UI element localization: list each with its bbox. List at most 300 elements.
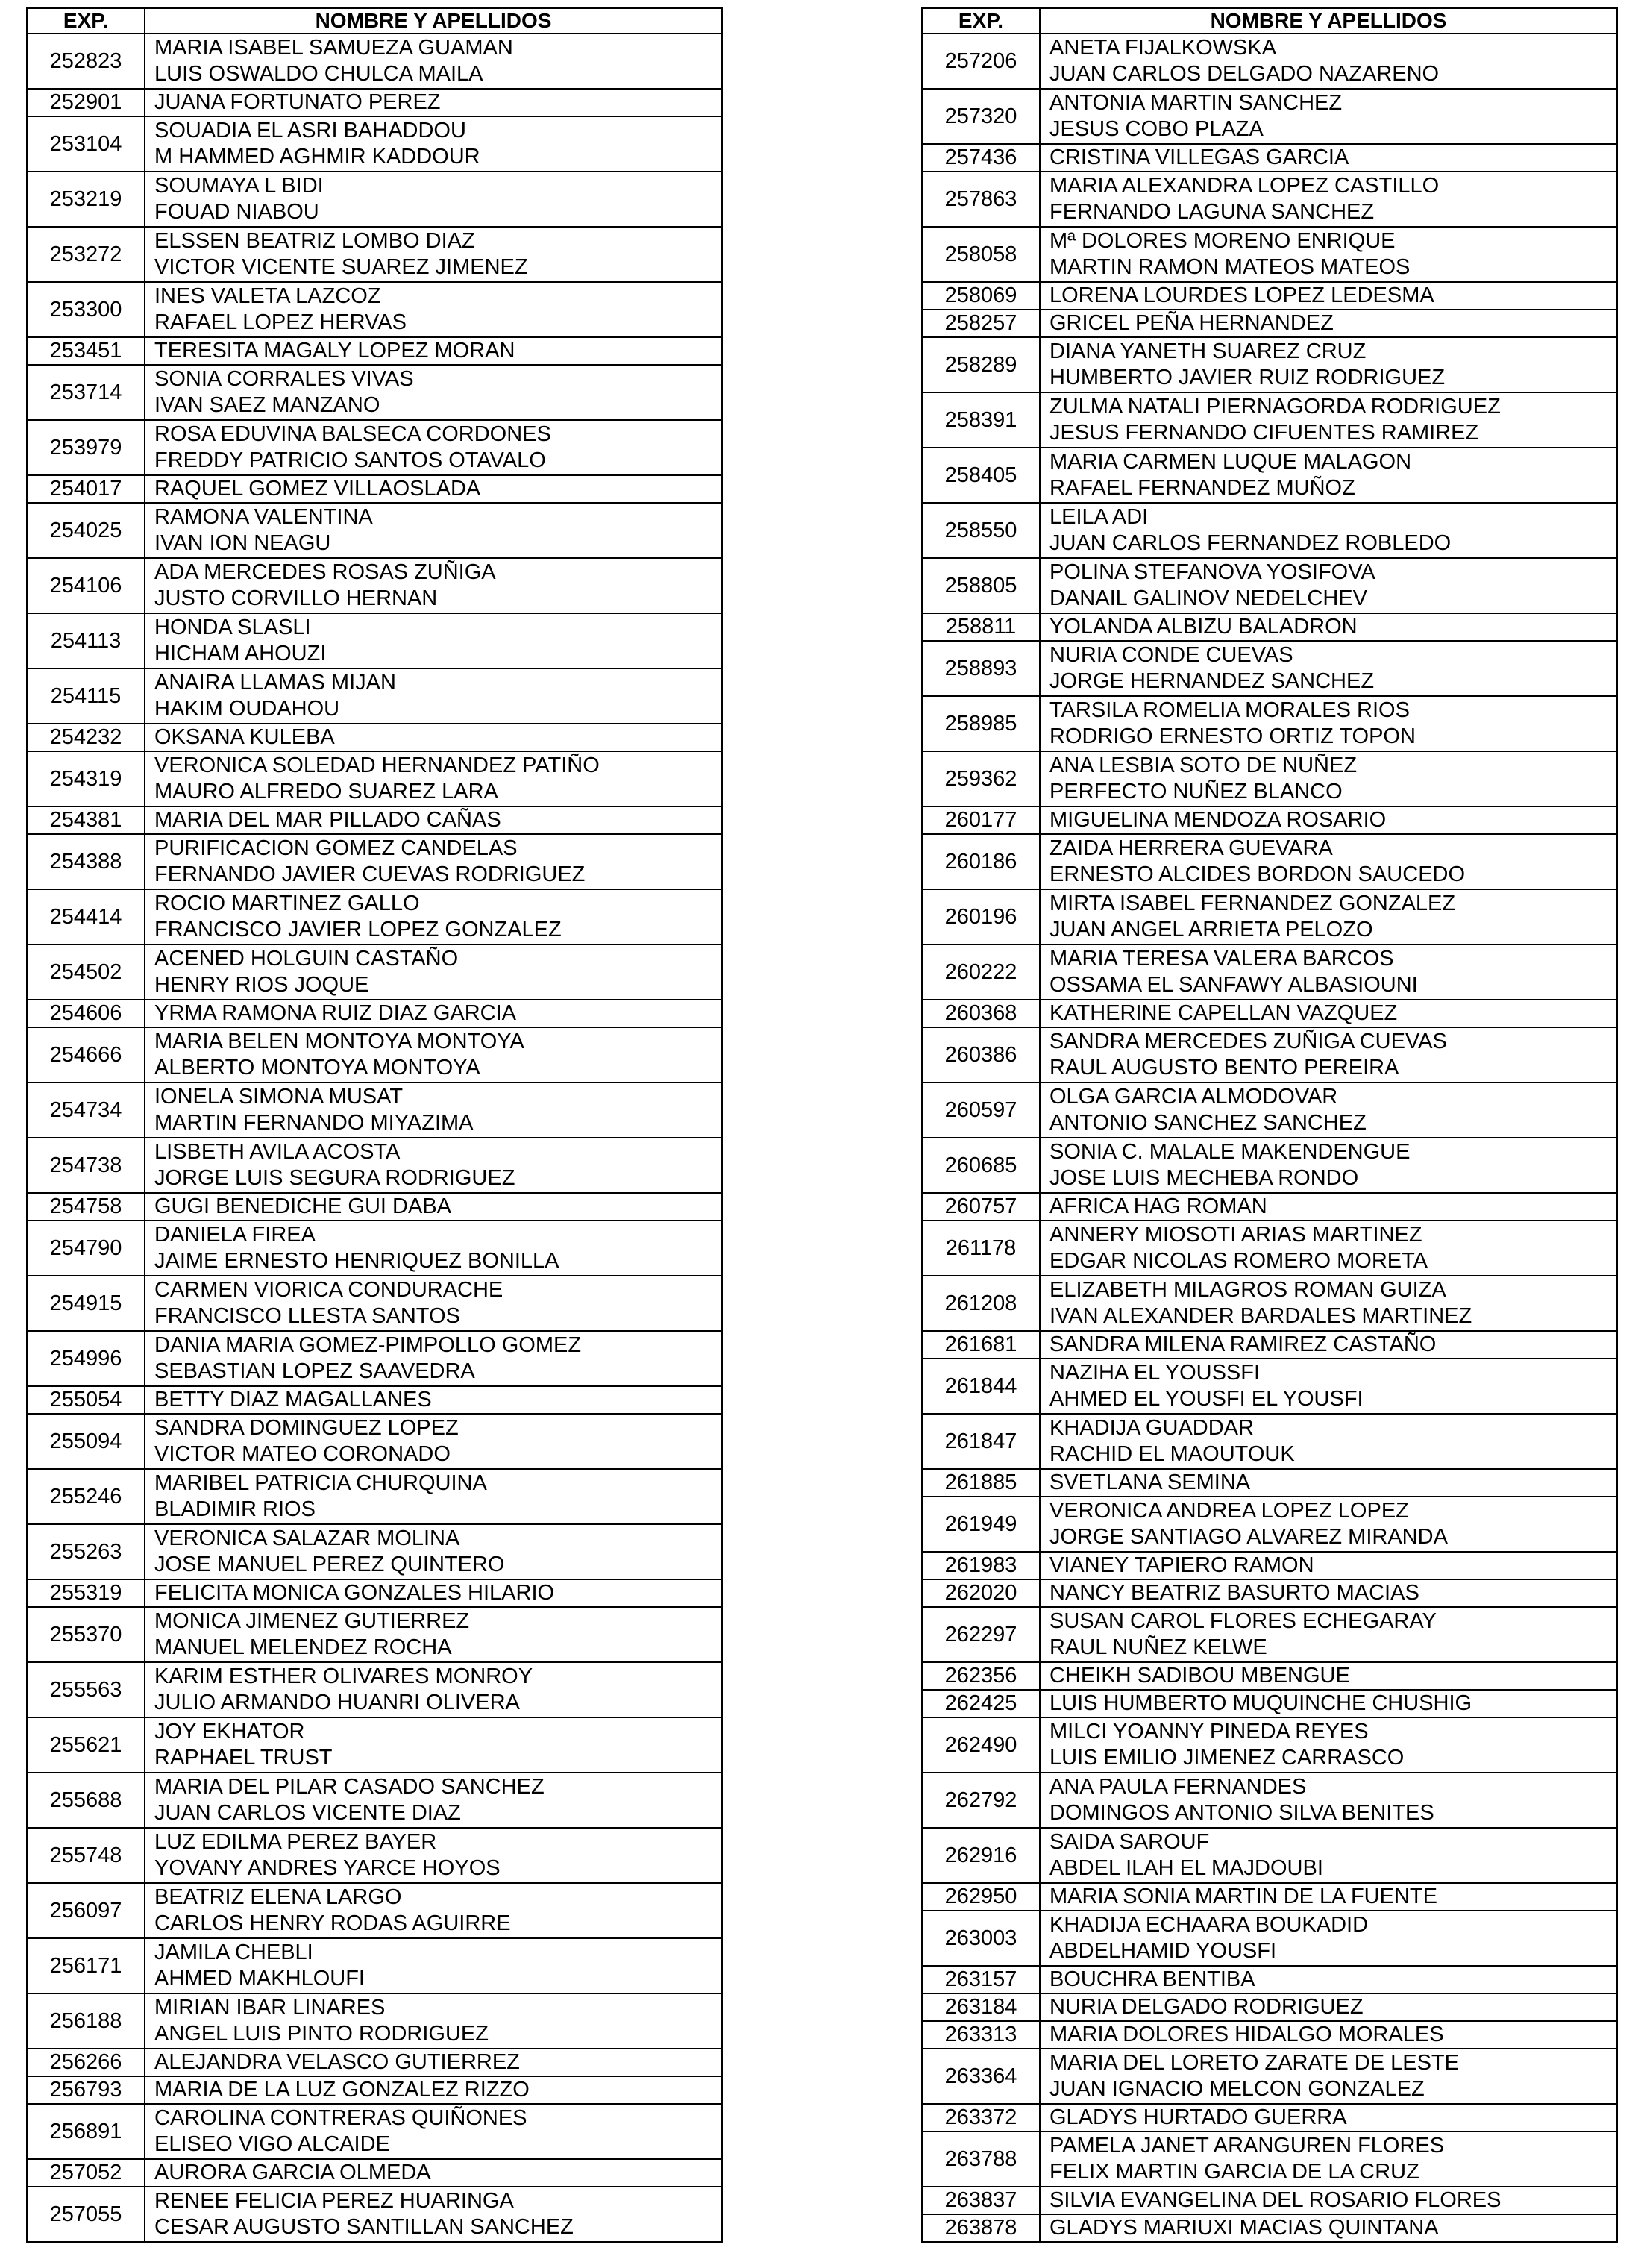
person-name: FERNANDO JAVIER CUEVAS RODRIGUEZ [154, 862, 586, 886]
table-row [27, 806, 722, 834]
exp-number: 255246 [27, 1469, 145, 1524]
table-row [27, 1276, 722, 1331]
exp-number: 254115 [27, 668, 145, 724]
name-cell [145, 1607, 722, 1662]
table-row [27, 1221, 722, 1276]
table-row [27, 503, 722, 558]
table-row [922, 1221, 1617, 1276]
person-name: M HAMMED AGHMIR KADDOUR [154, 145, 480, 169]
name-cell [145, 1414, 722, 1469]
person-name: Mª DOLORES MORENO ENRIQUE [1049, 229, 1396, 253]
name-cell [145, 945, 722, 1000]
name-cell [145, 1027, 722, 1083]
person-name: VICTOR VICENTE SUAREZ JIMENEZ [154, 255, 528, 279]
table-row [922, 503, 1617, 558]
person-name: BOUCHRA BENTIBA [1049, 1967, 1255, 1991]
name-cell [1040, 144, 1617, 172]
name-cell [145, 1938, 722, 1993]
exp-number: 260597 [922, 1083, 1040, 1138]
exp-number: 256097 [27, 1883, 145, 1938]
person-name: RAFAEL FERNANDEZ MUÑOZ [1049, 476, 1355, 500]
person-name: SOUADIA EL ASRI BAHADDOU [154, 119, 466, 142]
person-name: JUAN IGNACIO MELCON GONZALEZ [1049, 2077, 1425, 2101]
table-row [922, 1883, 1617, 1911]
exp-number: 254915 [27, 1276, 145, 1331]
table-row [922, 641, 1617, 696]
person-name: ZAIDA HERRERA GUEVARA [1049, 836, 1333, 860]
person-name: JORGE HERNANDEZ SANCHEZ [1049, 669, 1375, 693]
person-name: FERNANDO LAGUNA SANCHEZ [1049, 200, 1375, 224]
exp-number: 261178 [922, 1221, 1040, 1276]
table-row [922, 1828, 1617, 1883]
table-row [27, 1193, 722, 1221]
person-name: MARIA DOLORES HIDALGO MORALES [1049, 2023, 1444, 2046]
name-cell [1040, 1276, 1617, 1331]
exp-number: 256891 [27, 2104, 145, 2159]
registry-table-right [921, 7, 1618, 2243]
exp-number: 254996 [27, 1331, 145, 1386]
person-name: JUAN CARLOS VICENTE DIAZ [154, 1801, 461, 1825]
person-name: FRANCISCO JAVIER LOPEZ GONZALEZ [154, 918, 562, 942]
person-name: ANETA FIJALKOWSKA [1049, 36, 1277, 60]
table-row [27, 889, 722, 945]
table-row [922, 1497, 1617, 1552]
exp-number: 253219 [27, 172, 145, 227]
table-row [27, 172, 722, 227]
name-cell [1040, 613, 1617, 641]
table-row [27, 2076, 722, 2104]
person-name: ACENED HOLGUIN CASTAÑO [154, 947, 459, 971]
name-cell [1040, 1193, 1617, 1221]
person-name: TARSILA ROMELIA MORALES RIOS [1049, 698, 1410, 722]
table-row [922, 834, 1617, 889]
person-name: SEBASTIAN LOPEZ SAAVEDRA [154, 1359, 475, 1383]
person-name: SANDRA DOMINGUEZ LOPEZ [154, 1416, 459, 1440]
person-name: ADA MERCEDES ROSAS ZUÑIGA [154, 560, 496, 584]
exp-number: 254017 [27, 475, 145, 503]
name-cell [145, 724, 722, 751]
person-name: MARIA ALEXANDRA LOPEZ CASTILLO [1049, 174, 1440, 198]
exp-number: 256266 [27, 2049, 145, 2076]
person-name: JAMILA CHEBLI [154, 1940, 313, 1964]
person-name: JUAN ANGEL ARRIETA PELOZO [1049, 918, 1373, 942]
person-name: SONIA CORRALES VIVAS [154, 367, 414, 391]
exp-number: 263003 [922, 1911, 1040, 1966]
table-row [922, 2021, 1617, 2049]
table-row [27, 337, 722, 365]
name-cell [1040, 2131, 1617, 2187]
person-name: YOVANY ANDRES YARCE HOYOS [154, 1856, 501, 1880]
exp-number: 258069 [922, 282, 1040, 310]
table-row [922, 227, 1617, 282]
person-name: JAIME ERNESTO HENRIQUEZ BONILLA [154, 1249, 559, 1273]
table-row [922, 1000, 1617, 1027]
name-cell [1040, 1717, 1617, 1773]
person-name: LORENA LOURDES LOPEZ LEDESMA [1049, 284, 1434, 307]
name-cell [145, 2076, 722, 2104]
name-cell [1040, 1469, 1617, 1497]
exp-number: 260368 [922, 1000, 1040, 1027]
name-cell [145, 1000, 722, 1027]
exp-number: 256793 [27, 2076, 145, 2104]
table-row [27, 1414, 722, 1469]
table-row [27, 1524, 722, 1579]
person-name: FELIX MARTIN GARCIA DE LA CRUZ [1049, 2160, 1419, 2184]
person-name: RAFAEL LOPEZ HERVAS [154, 310, 407, 334]
exp-number: 263788 [922, 2131, 1040, 2187]
name-cell [145, 420, 722, 475]
person-name: HONDA SLASLI [154, 615, 311, 639]
name-cell [1040, 227, 1617, 282]
name-cell [145, 1883, 722, 1938]
exp-number: 262297 [922, 1607, 1040, 1662]
exp-number: 255263 [27, 1524, 145, 1579]
person-name: RENEE FELICIA PEREZ HUARINGA [154, 2189, 514, 2213]
person-name: MILCI YOANNY PINEDA REYES [1049, 1720, 1369, 1744]
exp-number: 254790 [27, 1221, 145, 1276]
exp-number: 261847 [922, 1414, 1040, 1469]
person-name: MARTIN FERNANDO MIYAZIMA [154, 1111, 474, 1135]
name-cell [1040, 310, 1617, 337]
exp-number: 260757 [922, 1193, 1040, 1221]
name-cell [145, 834, 722, 889]
person-name: ANA LESBIA SOTO DE NUÑEZ [1049, 754, 1358, 777]
person-name: DANIELA FIREA [154, 1223, 316, 1247]
exp-number: 263157 [922, 1966, 1040, 1993]
table-row [27, 1607, 722, 1662]
person-name: YOLANDA ALBIZU BALADRON [1049, 615, 1358, 639]
person-name: AFRICA HAG ROMAN [1049, 1194, 1267, 1218]
exp-number: 252901 [27, 89, 145, 116]
table-row [27, 227, 722, 282]
name-cell [145, 1524, 722, 1579]
person-name: SVETLANA SEMINA [1049, 1470, 1251, 1494]
exp-number: 258391 [922, 392, 1040, 448]
person-name: JULIO ARMANDO HUANRI OLIVERA [154, 1691, 520, 1714]
table-row [922, 1773, 1617, 1828]
name-cell [1040, 282, 1617, 310]
name-cell [145, 1773, 722, 1828]
name-cell [1040, 1911, 1617, 1966]
person-name: POLINA STEFANOVA YOSIFOVA [1049, 560, 1375, 584]
person-name: YRMA RAMONA RUIZ DIAZ GARCIA [154, 1001, 516, 1025]
exp-number: 261885 [922, 1469, 1040, 1497]
exp-number: 263313 [922, 2021, 1040, 2049]
person-name: MIRIAN IBAR LINARES [154, 1996, 386, 2020]
person-name: AHMED EL YOUSFI EL YOUSFI [1049, 1387, 1364, 1411]
table-row [27, 1386, 722, 1414]
table-row [27, 2049, 722, 2076]
exp-number: 254666 [27, 1027, 145, 1083]
header-name: NOMBRE Y APELLIDOS [145, 8, 722, 34]
person-name: JUSTO CORVILLO HERNAN [154, 586, 438, 610]
person-name: MARIA DEL MAR PILLADO CAÑAS [154, 808, 501, 832]
table-row [27, 1138, 722, 1193]
name-cell [1040, 34, 1617, 89]
person-name: GLADYS MARIUXI MACIAS QUINTANA [1049, 2216, 1439, 2240]
name-cell [145, 2187, 722, 2242]
exp-number: 254232 [27, 724, 145, 751]
person-name: ANGEL LUIS PINTO RODRIGUEZ [154, 2022, 489, 2046]
header-exp: EXP. [922, 8, 1040, 34]
table-row [922, 1469, 1617, 1497]
person-name: JUAN CARLOS FERNANDEZ ROBLEDO [1049, 531, 1452, 555]
person-name: MARTIN RAMON MATEOS MATEOS [1049, 255, 1411, 279]
exp-number: 260196 [922, 889, 1040, 945]
exp-number: 263372 [922, 2104, 1040, 2131]
person-name: MARIA CARMEN LUQUE MALAGON [1049, 450, 1412, 474]
name-cell [145, 1276, 722, 1331]
table-row [27, 1773, 722, 1828]
person-name: ANNERY MIOSOTI ARIAS MARTINEZ [1049, 1223, 1422, 1247]
table-row [27, 1938, 722, 1993]
name-cell [145, 558, 722, 613]
exp-number: 262792 [922, 1773, 1040, 1828]
person-name: LUIS EMILIO JIMENEZ CARRASCO [1049, 1746, 1405, 1770]
person-name: CESAR AUGUSTO SANTILLAN SANCHEZ [154, 2215, 574, 2239]
exp-number: 254388 [27, 834, 145, 889]
name-cell [1040, 392, 1617, 448]
name-cell [1040, 1552, 1617, 1579]
name-cell [1040, 337, 1617, 392]
name-cell [1040, 1138, 1617, 1193]
exp-number: 261208 [922, 1276, 1040, 1331]
name-cell [1040, 172, 1617, 227]
exp-number: 257320 [922, 89, 1040, 144]
person-name: LEILA ADI [1049, 505, 1149, 529]
person-name: RAMONA VALENTINA [154, 505, 373, 529]
name-cell [145, 1469, 722, 1524]
name-cell [145, 475, 722, 503]
person-name: LISBETH AVILA ACOSTA [154, 1140, 401, 1164]
name-cell [145, 1717, 722, 1773]
exp-number: 257206 [922, 34, 1040, 89]
table-row [922, 1083, 1617, 1138]
table-row [922, 1579, 1617, 1607]
exp-number: 258405 [922, 448, 1040, 503]
person-name: LUZ EDILMA PEREZ BAYER [154, 1830, 437, 1854]
person-name: VERONICA ANDREA LOPEZ LOPEZ [1049, 1499, 1409, 1523]
person-name: MARIA DEL PILAR CASADO SANCHEZ [154, 1775, 545, 1799]
table-row [27, 558, 722, 613]
person-name: ERNESTO ALCIDES BORDON SAUCEDO [1049, 862, 1466, 886]
person-name: MARIA SONIA MARTIN DE LA FUENTE [1049, 1885, 1437, 1908]
exp-number: 262950 [922, 1883, 1040, 1911]
table-row [922, 1331, 1617, 1359]
name-cell [145, 1193, 722, 1221]
person-name: JORGE LUIS SEGURA RODRIGUEZ [154, 1166, 515, 1190]
exp-number: 260186 [922, 834, 1040, 889]
person-name: TERESITA MAGALY LOPEZ MORAN [154, 339, 515, 363]
exp-number: 255370 [27, 1607, 145, 1662]
table-row [922, 1966, 1617, 1993]
exp-number: 254606 [27, 1000, 145, 1027]
table-row [27, 724, 722, 751]
exp-number: 258811 [922, 613, 1040, 641]
table-body-left [27, 34, 722, 2242]
name-cell [1040, 1690, 1617, 1717]
name-cell [1040, 1607, 1617, 1662]
person-name: JUANA FORTUNATO PEREZ [154, 90, 441, 114]
person-name: CAROLINA CONTRERAS QUIÑONES [154, 2106, 527, 2130]
table-row [922, 696, 1617, 751]
table-row [922, 144, 1617, 172]
table-row [922, 558, 1617, 613]
person-name: SOUMAYA L BIDI [154, 174, 324, 198]
person-name: OSSAMA EL SANFAWY ALBASIOUNI [1049, 973, 1418, 997]
exp-number: 261949 [922, 1497, 1040, 1552]
person-name: SONIA C. MALALE MAKENDENGUE [1049, 1140, 1411, 1164]
person-name: CRISTINA VILLEGAS GARCIA [1049, 145, 1349, 169]
person-name: OLGA GARCIA ALMODOVAR [1049, 1085, 1338, 1109]
table-row [922, 889, 1617, 945]
exp-number: 255094 [27, 1414, 145, 1469]
exp-number: 259362 [922, 751, 1040, 806]
person-name: SANDRA MERCEDES ZUÑIGA CUEVAS [1049, 1030, 1447, 1053]
table-row [27, 365, 722, 420]
header-exp: EXP. [27, 8, 145, 34]
person-name: IONELA SIMONA MUSAT [154, 1085, 404, 1109]
person-name: RAQUEL GOMEZ VILLAOSLADA [154, 477, 481, 501]
person-name: ANTONIO SANCHEZ SANCHEZ [1049, 1111, 1367, 1135]
table-row [922, 1193, 1617, 1221]
name-cell [145, 172, 722, 227]
person-name: JOSE MANUEL PEREZ QUINTERO [154, 1553, 505, 1576]
table-row [27, 1717, 722, 1773]
person-name: HICHAM AHOUZI [154, 642, 327, 665]
name-cell [145, 889, 722, 945]
exp-number: 254502 [27, 945, 145, 1000]
person-name: IVAN ALEXANDER BARDALES MARTINEZ [1049, 1304, 1472, 1328]
exp-number: 258805 [922, 558, 1040, 613]
name-cell [145, 2104, 722, 2159]
exp-number: 261681 [922, 1331, 1040, 1359]
person-name: AURORA GARCIA OLMEDA [154, 2161, 431, 2184]
exp-number: 253451 [27, 337, 145, 365]
person-name: MIRTA ISABEL FERNANDEZ GONZALEZ [1049, 892, 1456, 915]
person-name: ZULMA NATALI PIERNAGORDA RODRIGUEZ [1049, 395, 1501, 419]
exp-number: 258257 [922, 310, 1040, 337]
name-cell [1040, 1027, 1617, 1083]
person-name: FRANCISCO LLESTA SANTOS [154, 1304, 460, 1328]
exp-number: 255563 [27, 1662, 145, 1717]
name-cell [1040, 1828, 1617, 1883]
person-name: INES VALETA LAZCOZ [154, 284, 381, 308]
exp-number: 263837 [922, 2187, 1040, 2214]
exp-number: 254381 [27, 806, 145, 834]
exp-number: 255621 [27, 1717, 145, 1773]
table-row [922, 89, 1617, 144]
person-name: MONICA JIMENEZ GUTIERREZ [154, 1609, 470, 1633]
person-name: JUAN CARLOS DELGADO NAZARENO [1049, 62, 1440, 86]
exp-number: 260386 [922, 1027, 1040, 1083]
name-cell [145, 1993, 722, 2049]
person-name: RODRIGO ERNESTO ORTIZ TOPON [1049, 724, 1416, 748]
name-cell [145, 34, 722, 89]
person-name: ELSSEN BEATRIZ LOMBO DIAZ [154, 229, 475, 253]
person-name: IVAN ION NEAGU [154, 531, 331, 555]
exp-number: 258289 [922, 337, 1040, 392]
table-row [922, 1359, 1617, 1414]
table-row [922, 1276, 1617, 1331]
name-cell [145, 337, 722, 365]
exp-number: 252823 [27, 34, 145, 89]
name-cell [1040, 2104, 1617, 2131]
table-row [922, 1607, 1617, 1662]
person-name: ANA PAULA FERNANDES [1049, 1775, 1307, 1799]
person-name: NURIA DELGADO RODRIGUEZ [1049, 1995, 1364, 2019]
table-row [922, 806, 1617, 834]
table-row [922, 1138, 1617, 1193]
exp-number: 256171 [27, 1938, 145, 1993]
person-name: HUMBERTO JAVIER RUIZ RODRIGUEZ [1049, 366, 1446, 389]
person-name: AHMED MAKHLOUFI [154, 1967, 365, 1990]
person-name: JOY EKHATOR [154, 1720, 305, 1744]
table-body-right [922, 34, 1617, 2242]
person-name: MARIA TERESA VALERA BARCOS [1049, 947, 1394, 971]
table-row [27, 282, 722, 337]
person-name: DIANA YANETH SUAREZ CRUZ [1049, 339, 1367, 363]
person-name: ABDELHAMID YOUSFI [1049, 1939, 1277, 1963]
table-row [922, 282, 1617, 310]
person-name: MARIBEL PATRICIA CHURQUINA [154, 1471, 487, 1495]
exp-number: 257052 [27, 2159, 145, 2187]
name-cell [1040, 945, 1617, 1000]
table-row [27, 1469, 722, 1524]
exp-number: 262356 [922, 1662, 1040, 1690]
person-name: LUIS HUMBERTO MUQUINCHE CHUSHIG [1049, 1691, 1472, 1715]
table-row [922, 2214, 1617, 2242]
name-cell [1040, 558, 1617, 613]
name-cell [145, 668, 722, 724]
table-row [27, 945, 722, 1000]
person-name: ANTONIA MARTIN SANCHEZ [1049, 91, 1343, 115]
name-cell [1040, 89, 1617, 144]
name-cell [1040, 1331, 1617, 1359]
exp-number: 260177 [922, 806, 1040, 834]
name-cell [145, 227, 722, 282]
person-name: NAZIHA EL YOUSSFI [1049, 1361, 1261, 1385]
person-name: BLADIMIR RIOS [154, 1497, 316, 1521]
person-name: HENRY RIOS JOQUE [154, 973, 369, 997]
name-cell [1040, 1883, 1617, 1911]
name-cell [1040, 448, 1617, 503]
exp-number: 263364 [922, 2049, 1040, 2104]
name-cell [145, 2049, 722, 2076]
exp-number: 263878 [922, 2214, 1040, 2242]
person-name: NANCY BEATRIZ BASURTO MACIAS [1049, 1581, 1419, 1605]
person-name: RACHID EL MAOUTOUK [1049, 1442, 1295, 1466]
person-name: ROSA EDUVINA BALSECA CORDONES [154, 422, 551, 446]
table-row [27, 1027, 722, 1083]
name-cell [1040, 834, 1617, 889]
table-row [27, 613, 722, 668]
table-row [922, 1717, 1617, 1773]
name-cell [1040, 2187, 1617, 2214]
person-name: ALEJANDRA VELASCO GUTIERREZ [154, 2050, 520, 2074]
exp-number: 262490 [922, 1717, 1040, 1773]
person-name: CHEIKH SADIBOU MBENGUE [1049, 1664, 1350, 1688]
exp-number: 255688 [27, 1773, 145, 1828]
name-cell [1040, 1414, 1617, 1469]
table-row [922, 613, 1617, 641]
name-cell [1040, 2049, 1617, 2104]
name-cell [1040, 503, 1617, 558]
person-name: PAMELA JANET ARANGUREN FLORES [1049, 2134, 1445, 2158]
person-name: RAUL NUÑEZ KELWE [1049, 1635, 1267, 1659]
table-row [27, 1828, 722, 1883]
person-name: ROCIO MARTINEZ GALLO [154, 892, 420, 915]
